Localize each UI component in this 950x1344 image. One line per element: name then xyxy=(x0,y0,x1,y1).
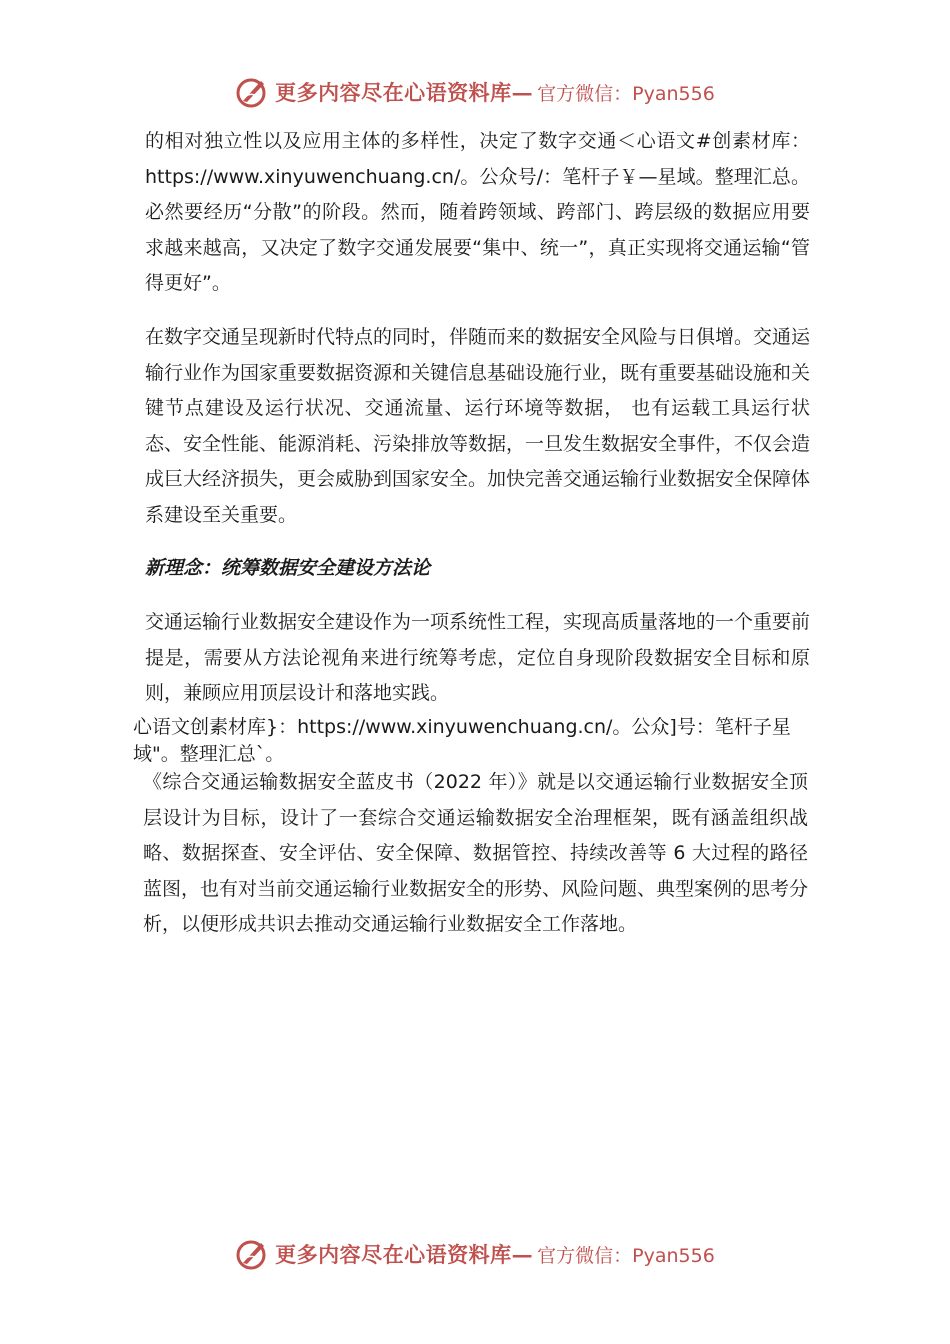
footer-slogan: 更多内容尽在心语资料库— xyxy=(275,1242,534,1267)
paragraph-3: 交通运输行业数据安全建设作为一项系统性工程，实现高质量落地的一个重要前提是，需要从方法论视角来进行统筹考虑，定位自身现阶段数据安全目标和原则，兼顾应用顶层设计和落地实践。 xyxy=(145,611,811,704)
section-heading: 新理念：统筹数据安全建设方法论 xyxy=(145,557,431,579)
header-wechat: 官方微信：Pyan556 xyxy=(537,82,715,105)
paragraph-1: 的相对独立性以及应用主体的多样性，决定了数字交通＜心语文#创素材库：https://www.xinyuwenchuang.cn/。公众号/：笔杆子￥—星域。整理汇总。必然要经历“分散”的阶段。然而，随着跨领域、跨部门、跨层级的数据应用要求越来越高，又决定了数字交通发展要“集中、统一”，真正实现将交通运输“管得更好”。 xyxy=(145,130,810,294)
watermark-text: 心语文创素材库}：https://www.xinyuwenchuang.cn/。公众]号：笔杆子星域"。整理汇总`。 xyxy=(133,716,791,765)
quill-logo-icon xyxy=(235,75,269,109)
footer-wechat: 官方微信：Pyan556 xyxy=(537,1244,715,1267)
quill-logo-icon xyxy=(235,1237,269,1271)
paragraph-2: 在数字交通呈现新时代特点的同时，伴随而来的数据安全风险与日俱增。交通运输行业作为国家重要数据资源和关键信息基础设施行业，既有重要基础设施和关键节点建设及运行状况、交通流量、运行环境等数据， 也有运载工具运行状态、安全性能、能源消耗、污染排放等数据，一旦发生数据安全事件，不仅会造成巨大经济损失，更会威胁到国家安全。加快完善交通运输行业数据安全保障体系建设至关重要。 xyxy=(145,326,811,526)
header-banner xyxy=(0,70,950,114)
footer-banner xyxy=(0,1232,950,1276)
header-slogan: 更多内容尽在心语资料库— xyxy=(275,80,534,105)
paragraph-4: 《综合交通运输数据安全蓝皮书（2022 年）》就是以交通运输行业数据安全顶层设计为目标，设计了一套综合交通运输数据安全治理框架，既有涵盖组织战略、数据探查、安全评估、安全保障、数据管控、持续改善等 6 大过程的路径蓝图，也有对当前交通运输行业数据安全的形势、风险问题、典型案例的思考分析，以便形成共识去推动交通运输行业数据安全工作落地。 xyxy=(143,771,809,935)
